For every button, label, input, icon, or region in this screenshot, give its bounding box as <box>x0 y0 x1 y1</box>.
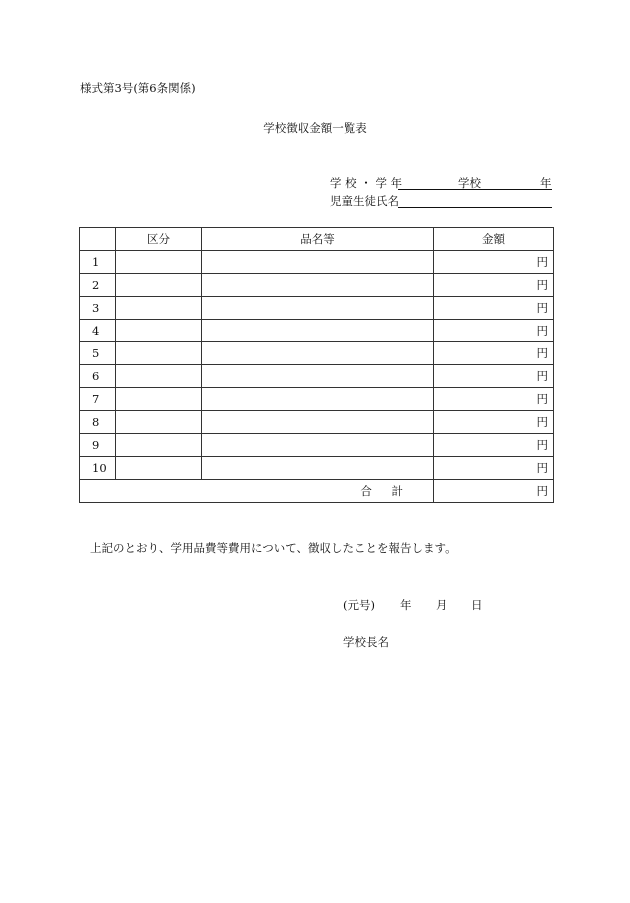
row-number: 3 <box>80 296 116 319</box>
table-row <box>80 388 554 411</box>
item-name-cell <box>202 434 434 457</box>
amount-cell: 円 <box>434 388 554 411</box>
header-item-name: 品名等 <box>202 228 434 251</box>
category-cell <box>116 342 202 365</box>
form-number: 様式第3号(第6条関係) <box>80 81 196 95</box>
era-label: (元号) <box>343 598 375 612</box>
table-row <box>80 273 554 296</box>
grade-suffix: 年 <box>540 176 552 190</box>
table-row <box>80 434 554 457</box>
item-name-cell <box>202 273 434 296</box>
table-row <box>80 411 554 434</box>
item-name-cell <box>202 342 434 365</box>
item-name-cell <box>202 388 434 411</box>
amount-cell: 円 <box>434 456 554 479</box>
table-row <box>80 319 554 342</box>
year-label: 年 <box>400 598 412 612</box>
row-number: 6 <box>80 365 116 388</box>
item-name-cell <box>202 250 434 273</box>
amount-cell: 円 <box>434 273 554 296</box>
row-number: 10 <box>80 456 116 479</box>
school-grade-label: 学 校 ・ 学 年 <box>330 176 403 190</box>
item-name-cell <box>202 365 434 388</box>
header-amount: 金額 <box>434 228 554 251</box>
row-number: 4 <box>80 319 116 342</box>
day-label: 日 <box>471 598 483 612</box>
school-grade-row <box>330 175 552 191</box>
amount-cell: 円 <box>434 250 554 273</box>
category-cell <box>116 250 202 273</box>
item-name-cell <box>202 456 434 479</box>
amount-cell: 円 <box>434 434 554 457</box>
table-row <box>80 342 554 365</box>
report-statement: 上記のとおり、学用品費等費用について、徴収したことを報告します。 <box>90 541 457 555</box>
category-cell <box>116 388 202 411</box>
amount-cell: 円 <box>434 296 554 319</box>
category-cell <box>116 456 202 479</box>
item-name-cell <box>202 319 434 342</box>
table-row <box>80 456 554 479</box>
fee-table <box>79 227 554 503</box>
document-title: 学校徴収金額一覧表 <box>263 121 367 135</box>
school-suffix: 学校 <box>458 176 481 190</box>
total-amount-cell: 円 <box>434 479 554 502</box>
total-row <box>80 479 554 502</box>
header-number <box>80 228 116 251</box>
category-cell <box>116 434 202 457</box>
row-number: 5 <box>80 342 116 365</box>
category-cell <box>116 411 202 434</box>
row-number: 9 <box>80 434 116 457</box>
category-cell <box>116 365 202 388</box>
principal-name-label: 学校長名 <box>343 635 389 649</box>
amount-cell: 円 <box>434 365 554 388</box>
row-number: 8 <box>80 411 116 434</box>
total-label: 合 計 <box>80 479 434 502</box>
item-name-cell <box>202 296 434 319</box>
table-header-row <box>80 228 554 251</box>
pupil-name-underline <box>398 193 552 208</box>
table-row <box>80 250 554 273</box>
header-category: 区分 <box>116 228 202 251</box>
category-cell <box>116 273 202 296</box>
pupil-name-row <box>330 193 552 209</box>
table-row <box>80 296 554 319</box>
row-number: 2 <box>80 273 116 296</box>
row-number: 7 <box>80 388 116 411</box>
category-cell <box>116 319 202 342</box>
pupil-name-label: 児童生徒氏名 <box>330 194 399 208</box>
amount-cell: 円 <box>434 411 554 434</box>
row-number: 1 <box>80 250 116 273</box>
table-row <box>80 365 554 388</box>
amount-cell: 円 <box>434 319 554 342</box>
amount-cell: 円 <box>434 342 554 365</box>
category-cell <box>116 296 202 319</box>
item-name-cell <box>202 411 434 434</box>
month-label: 月 <box>436 598 448 612</box>
